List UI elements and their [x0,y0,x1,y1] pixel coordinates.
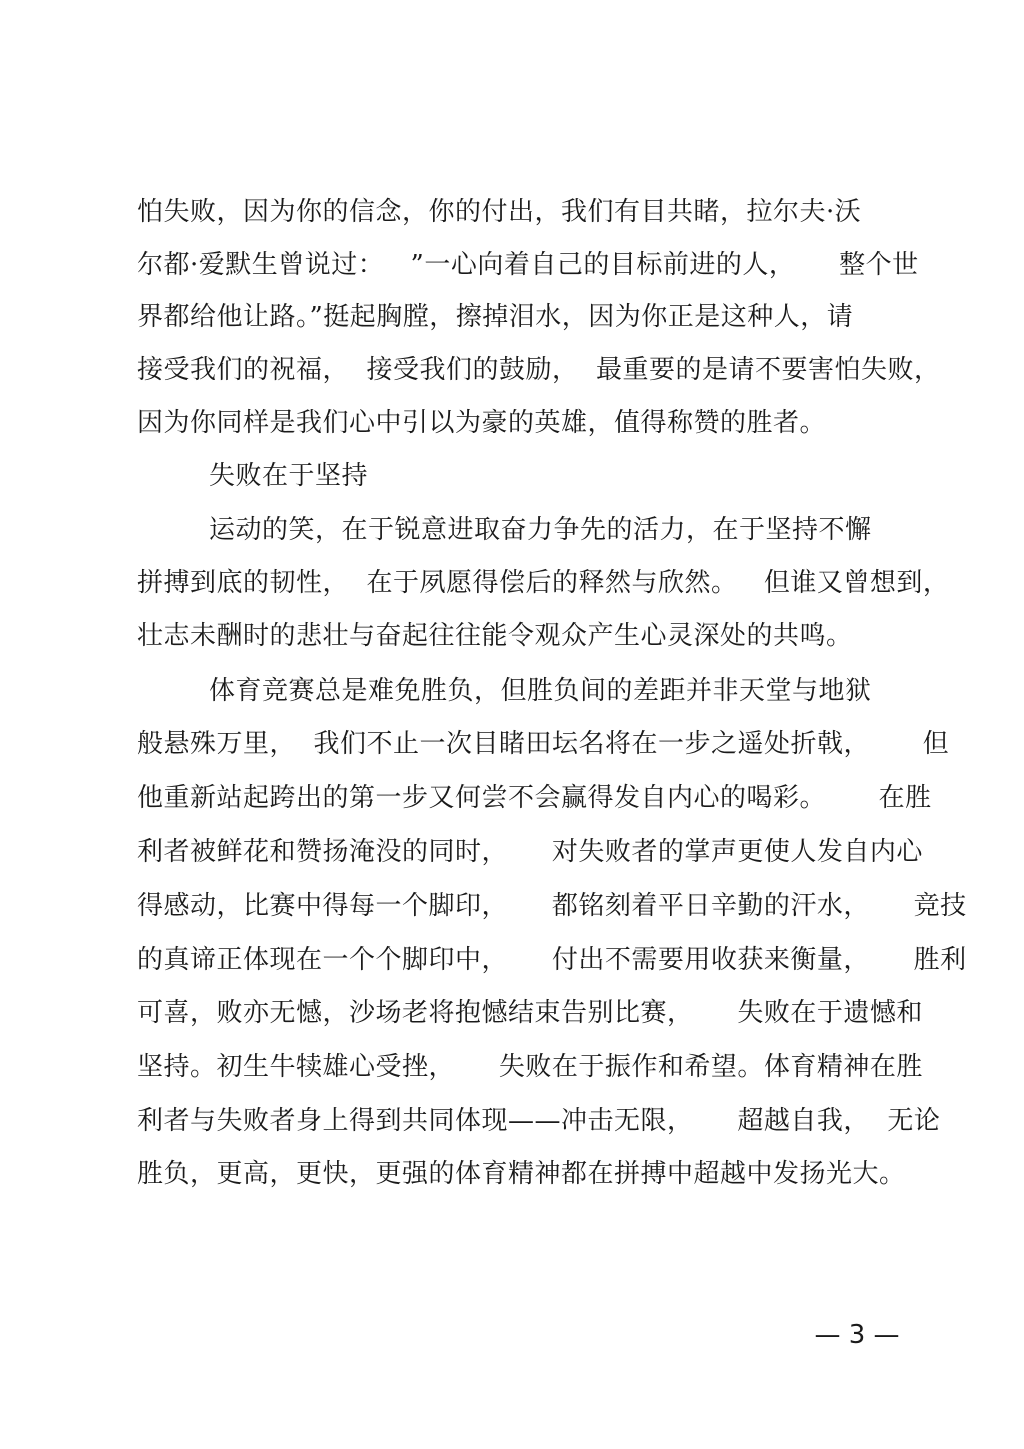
text-line: 运动的笑，在于锐意进取奋力争先的活力，在于坚持不懈 [209,515,872,545]
text-line: 般悬殊万里， 我们不止一次目睹田坛名将在一步之遥处折戟， 但 [137,729,950,759]
text-line: 的真谛正体现在一个个脚印中， 付出不需要用收获来衡量， 胜利 [137,945,967,975]
text-line: 得感动，比赛中得每一个脚印， 都铭刻着平日辛勤的汗水， 竞技 [137,891,967,921]
text-line: 利者与失败者身上得到共同体现——冲击无限， 超越自我， 无论 [137,1106,941,1136]
text-line: 因为你同样是我们心中引以为豪的英雄，值得称赞的胜者。 [137,408,827,438]
page-number: — 3 — [814,1320,900,1350]
text-line: 怕失败，因为你的信念，你的付出，我们有目共睹，拉尔夫·沃 [137,197,862,227]
text-line: 可喜，败亦无憾，沙场老将抱憾结束告别比赛， 失败在于遗憾和 [137,998,923,1028]
text-line: 尔都·爱默生曾说过： ”一心向着自己的目标前进的人， 整个世 [137,250,919,280]
text-line: 壮志未酬时的悲壮与奋起往往能令观众产生心灵深处的共鸣。 [137,621,853,651]
text-line: 他重新站起跨出的第一步又何尝不会赢得发自内心的喝彩。 在胜 [137,783,932,813]
text-line: 接受我们的祝福， 接受我们的鼓励， 最重要的是请不要害怕失败， [137,355,941,385]
text-line: 界都给他让路。”挺起胸膛，擦掉泪水，因为你正是这种人，请 [137,302,854,332]
section-heading: 失败在于坚持 [209,461,369,491]
text-line: 拼搏到底的韧性， 在于夙愿得偿后的释然与欣然。 但谁又曾想到， [137,568,950,598]
text-line: 体育竞赛总是难免胜负，但胜负间的差距并非天堂与地狱 [209,676,872,706]
text-line: 胜负，更高，更快，更强的体育精神都在拼搏中超越中发扬光大。 [137,1159,906,1189]
text-line: 坚持。初生牛犊雄心受挫， 失败在于振作和希望。体育精神在胜 [137,1052,923,1082]
text-line: 利者被鲜花和赞扬淹没的同时， 对失败者的掌声更使人发自内心 [137,837,923,867]
